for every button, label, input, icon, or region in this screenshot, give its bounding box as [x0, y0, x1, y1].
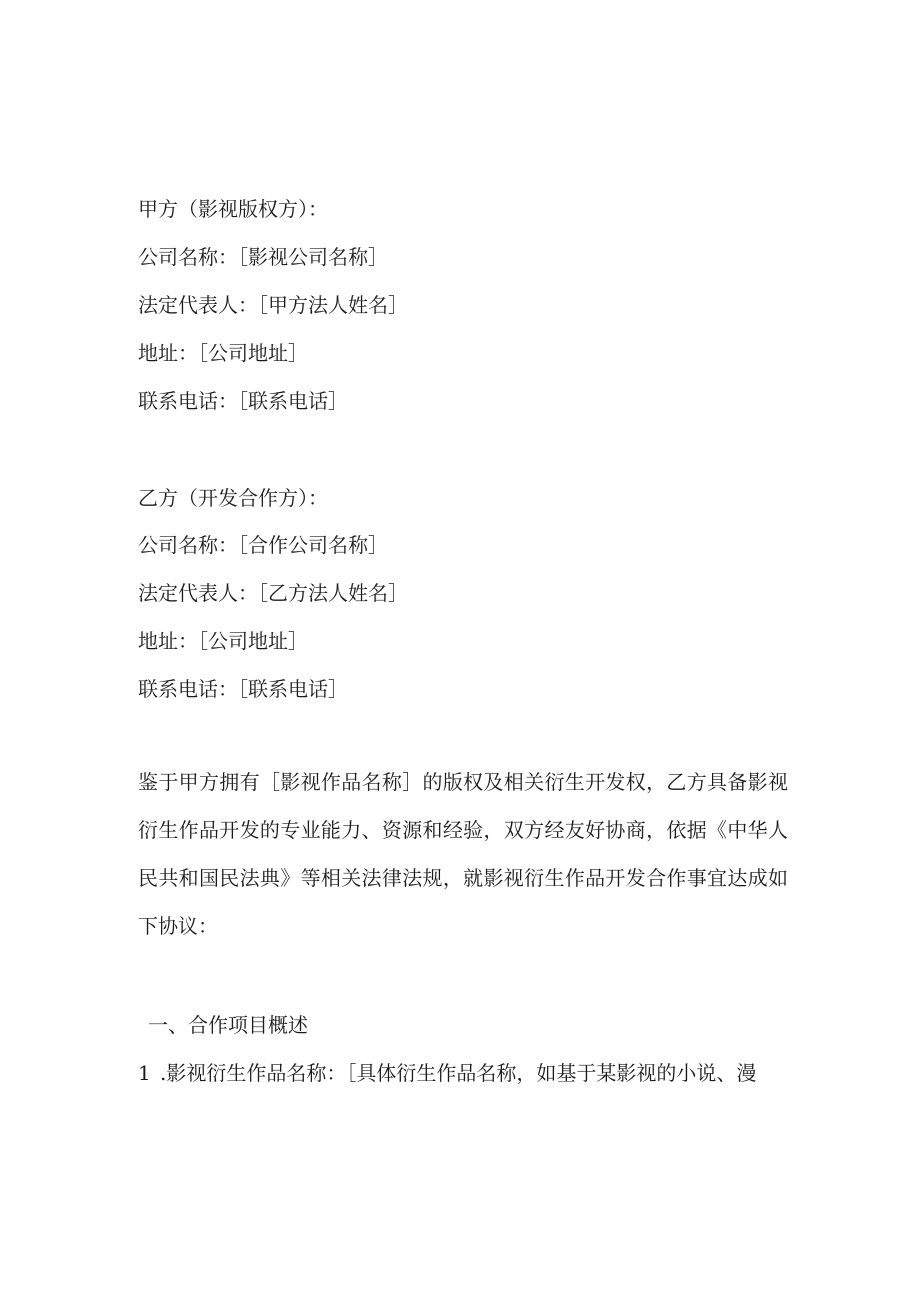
item-text: .影视衍生作品名称：［具体衍生作品名称，如基于某影视的小说、漫 [160, 1061, 757, 1085]
item-number: 1 [138, 1061, 151, 1085]
party-a-phone: 联系电话：［联系电话］ [138, 389, 348, 413]
party-b-phone: 联系电话：［联系电话］ [138, 677, 348, 701]
section-1-heading: 一、合作项目概述 [148, 1013, 308, 1037]
party-b-title: 乙方（开发合作方）： [138, 486, 328, 510]
section-1-item-1 [138, 1061, 756, 1085]
party-a-title: 甲方（影视版权方）： [138, 197, 328, 221]
party-b-company: 公司名称：［合作公司名称］ [138, 533, 388, 557]
party-a-legal-rep: 法定代表人：［甲方法人姓名］ [138, 293, 408, 317]
party-a-address: 地址：［公司地址］ [138, 341, 308, 365]
party-b-address: 地址：［公司地址］ [138, 629, 308, 653]
party-a-company: 公司名称：［影视公司名称］ [138, 245, 388, 269]
preamble-paragraph: 鉴于甲方拥有［影视作品名称］的版权及相关衍生开发权，乙方具备影视衍生作品开发的专业能力、资源和经验，双方经友好协商，依据《中华人民共和国民法典》等相关法律法规，就影视衍生作品开发合作事宜达成如下协议： [138, 770, 788, 938]
party-b-legal-rep: 法定代表人：［乙方法人姓名］ [138, 581, 408, 605]
